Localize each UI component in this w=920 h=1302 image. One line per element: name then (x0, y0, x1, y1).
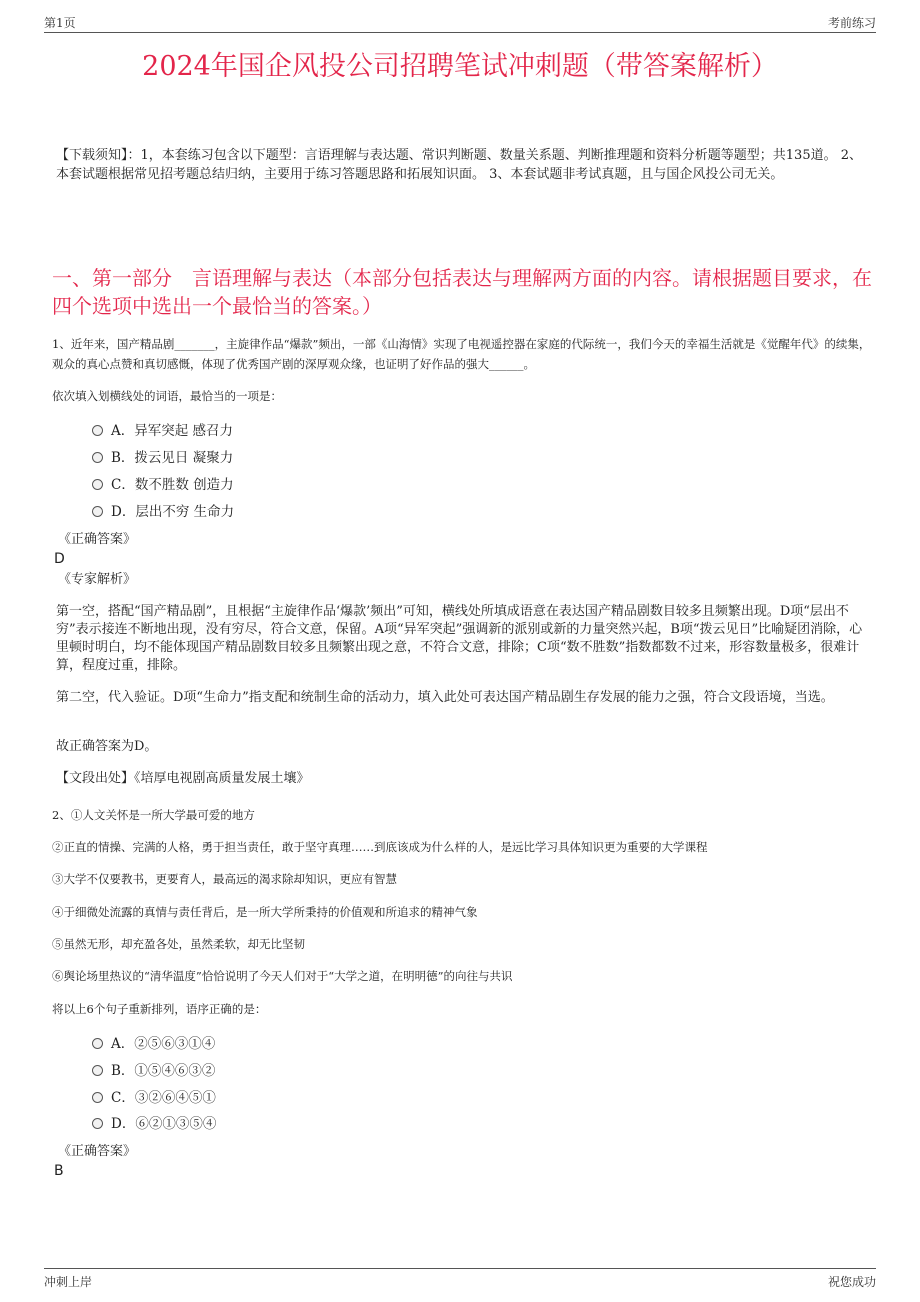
radio-icon[interactable] (92, 479, 103, 490)
q2-line: ③大学不仅要教书，更要育人，最高远的渴求除却知识，更应有智慧 (52, 872, 397, 886)
q2-line: ②正直的情操、完满的人格，勇于担当责任，敢于坚守真理……到底该成为什么样的人，是远比学习具体知识更为重要的大学课程 (52, 840, 708, 854)
radio-icon[interactable] (92, 1038, 103, 1049)
q1-option-a[interactable] (92, 421, 233, 441)
q1-answer-label: 《正确答案》 (58, 532, 137, 547)
option-label: B．①⑤④⑥③② (111, 1063, 216, 1079)
q1-answer: D (54, 551, 65, 567)
option-label: C．数不胜数 创造力 (111, 477, 234, 493)
radio-icon[interactable] (92, 1118, 103, 1129)
q2-line: ⑥舆论场里热议的“清华温度”恰恰说明了今天人们对于“大学之道，在明明德”的向往与共识 (52, 969, 513, 983)
option-label: C．③②⑥④⑤① (111, 1090, 216, 1106)
radio-icon[interactable] (92, 1065, 103, 1076)
question-1-text: 1、近年来，国产精品剧_______，主旋律作品“爆款”频出，一部《山海情》实现了电视遥控器在家庭的代际统一，我们今天的幸福生活就是《觉醒年代》的续集，观众的真心点赞和真切感慨，体现了优秀国产剧的深厚观众缘，也证明了好作品的强大______。 (52, 337, 871, 371)
option-label: A．异军突起 感召力 (111, 423, 234, 439)
radio-icon[interactable] (92, 506, 103, 517)
page-title: 2024年国企风投公司招聘笔试冲刺题（带答案解析） (142, 51, 778, 82)
radio-icon[interactable] (92, 1092, 103, 1103)
footer-left-text: 冲刺上岸 (44, 1275, 93, 1289)
q1-conclusion: 故正确答案为D。 (56, 739, 158, 754)
q1-option-b[interactable] (92, 448, 233, 468)
option-label: D．层出不穷 生命力 (111, 504, 235, 520)
header-tag: 考前练习 (827, 16, 876, 30)
q2-prompt: 将以上6个句子重新排列，语序正确的是： (52, 1002, 267, 1016)
q2-line: 2、①人文关怀是一所大学最可爱的地方 (52, 808, 255, 822)
q2-answer-label: 《正确答案》 (58, 1144, 137, 1159)
footer-right-text: 祝您成功 (827, 1275, 876, 1289)
q2-answer: B (54, 1163, 64, 1179)
radio-icon[interactable] (92, 425, 103, 436)
q2-option-d[interactable] (92, 1114, 216, 1134)
q1-option-c[interactable] (92, 475, 234, 495)
option-label: B．拨云见日 凝聚力 (111, 450, 234, 466)
q1-analysis-label: 《专家解析》 (58, 572, 137, 587)
header-divider (44, 32, 876, 33)
radio-icon[interactable] (92, 452, 103, 463)
option-label: D．⑥②①③⑤④ (111, 1116, 217, 1132)
question-1-prompt: 依次填入划横线处的词语，最恰当的一项是： (52, 389, 282, 403)
q2-option-a[interactable] (92, 1034, 215, 1054)
footer-divider (44, 1268, 876, 1269)
q1-analysis-paragraph: 第二空，代入验证。D项“生命力”指支配和统制生命的活动力，填入此处可表达国产精品剧生存发展的能力之强，符合文段语境，当选。 (56, 690, 834, 705)
header-page-number: 第1页 (44, 16, 76, 30)
q2-option-b[interactable] (92, 1061, 215, 1081)
q1-analysis-paragraph: 第一空，搭配“国产精品剧”，且根据“主旋律作品‘爆款’频出”可知，横线处所填成语意在表达国产精品剧数目较多且频繁出现。D项“层出不穷”表示接连不断地出现，没有穷尽，符合文意，保留。A项“异军突起”强调新的派别或新的力量突然兴起，B项“拨云见日”比喻疑团消除，心里顿时明白，均不能体现国产精品剧数目较多且频繁出现之意，不符合文意，排除；C项“数不胜数”指数都数不过来，形容数量极多，很难计算，程度过重，排除。 (56, 604, 863, 673)
section-heading: 一、第一部分 言语理解与表达（本部分包括表达与理解两方面的内容。请根据题目要求，在四个选项中选出一个最恰当的答案。） (52, 266, 872, 318)
q1-option-d[interactable] (92, 502, 234, 522)
q1-source: 【文段出处】《培厚电视剧高质量发展土壤》 (56, 771, 310, 786)
q2-option-c[interactable] (92, 1088, 216, 1108)
q2-line: ④于细微处流露的真情与责任背后，是一所大学所秉持的价值观和所追求的精神气象 (52, 905, 478, 919)
q2-line: ⑤虽然无形，却充盈各处，虽然柔软，却无比坚韧 (52, 937, 305, 951)
download-notice: 【下载须知】：1，本套练习包含以下题型：言语理解与表达题、常识判断题、数量关系题、判断推理题和资料分析题等题型；共135道。 2、本套试题根据常见招考题总结归纳，主要用于练习答题思路和拓展知识面。 3、本套试题非考试真题，且与国企风投公司无关。 (56, 148, 862, 182)
option-label: A．②⑤⑥③①④ (111, 1036, 216, 1052)
